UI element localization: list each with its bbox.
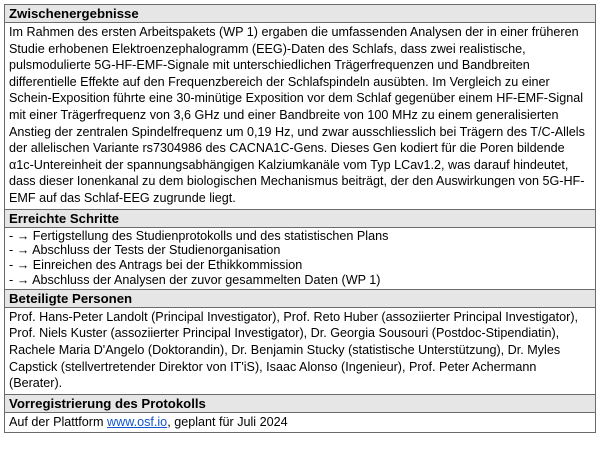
steps-body xyxy=(5,228,595,289)
steps-section xyxy=(5,210,595,290)
osf-link[interactable]: www.osf.io xyxy=(107,414,168,429)
steps-list-item: - → Einreichen des Antrags bei der Ethikkommission xyxy=(9,258,303,273)
steps-list-item: - → Abschluss der Analysen der zuvor gesammelten Daten (WP 1) xyxy=(9,272,381,287)
registration-prefix: Auf der Plattform xyxy=(9,414,107,429)
people-heading: Beteiligte Personen xyxy=(5,290,595,308)
people-body xyxy=(5,308,595,394)
registration-heading: Vorregistrierung des Protokolls xyxy=(5,395,595,413)
interim-results-heading: Zwischenergebnisse xyxy=(5,5,595,23)
steps-list xyxy=(9,229,591,288)
registration-text xyxy=(9,414,591,431)
interim-results-text: Im Rahmen des ersten Arbeitspakets (WP 1) ergaben die umfassenden Analysen der in einer früheren Studie erhobenen Elektroenzephalogramm (EEG)-Daten des Schlafs, dass zwei realistische, pulsmodulierte 5G-HF-EMF-Signale mit unterschiedlichen Trägerfrequenzen und Bandbreiten differentielle Effekte auf den Frequenzbereich der Schlafspindeln ausübten. Im Vergleich zu einer Schein-Exposition führte eine 30-minütige Exposition vor dem Schlaf gegenüber einem HF-EMF-Signal mit einer Trägerfrequenz von 3,6 GHz und einer Bandbreite von 100 MHz zu einem generalisierten Anstieg der zentralen Spindelfrequenz um 0,19 Hz, und zwar ausschliesslich bei Trägern des T/C-Allels der allelischen Variante rs7304986 des CACNA1C-Gens. Dieses Gen kodiert für die Poren bildende α1c-Untereinheit der spannungsabhängigen Kalziumkanäle vom Typ LCav1.2, was darauf hindeutet, dass dieser Ionenkanal zu dem biologischen Mechanismus beiträgt, der den Auswirkungen von 5G-HF-EMF auf das Schlaf-EEG zugrunde liegt. xyxy=(9,25,585,205)
registration-section xyxy=(5,395,595,433)
steps-heading: Erreichte Schritte xyxy=(5,210,595,228)
people-section xyxy=(5,290,595,395)
people-text: Prof. Hans-Peter Landolt (Principal Investigator), Prof. Reto Huber (assoziierter Principal Investigator), Prof. Niels Kuster (assoziierter Principal Investigator), Dr. Georgia Sousouri (Postdoc-Stipendiatin), Rachele Maria D'Angelo (Doktorandin), Dr. Benjamin Stucky (statistische Unterstützung), Dr. Myles Capstick (stellvertretender Direktor von IT'iS), Isaac Alonso (Ingenieur), Prof. Peter Achermann (Berater). xyxy=(9,309,579,391)
interim-results-body xyxy=(5,23,595,209)
registration-suffix: , geplant für Juli 2024 xyxy=(167,414,288,429)
interim-results-section xyxy=(5,5,595,210)
registration-body xyxy=(5,413,595,433)
steps-list-item: - → Abschluss der Tests der Studienorganisation xyxy=(9,243,281,258)
info-table xyxy=(4,4,596,433)
steps-list-item: - → Fertigstellung des Studienprotokolls und des statistischen Plans xyxy=(9,228,389,243)
